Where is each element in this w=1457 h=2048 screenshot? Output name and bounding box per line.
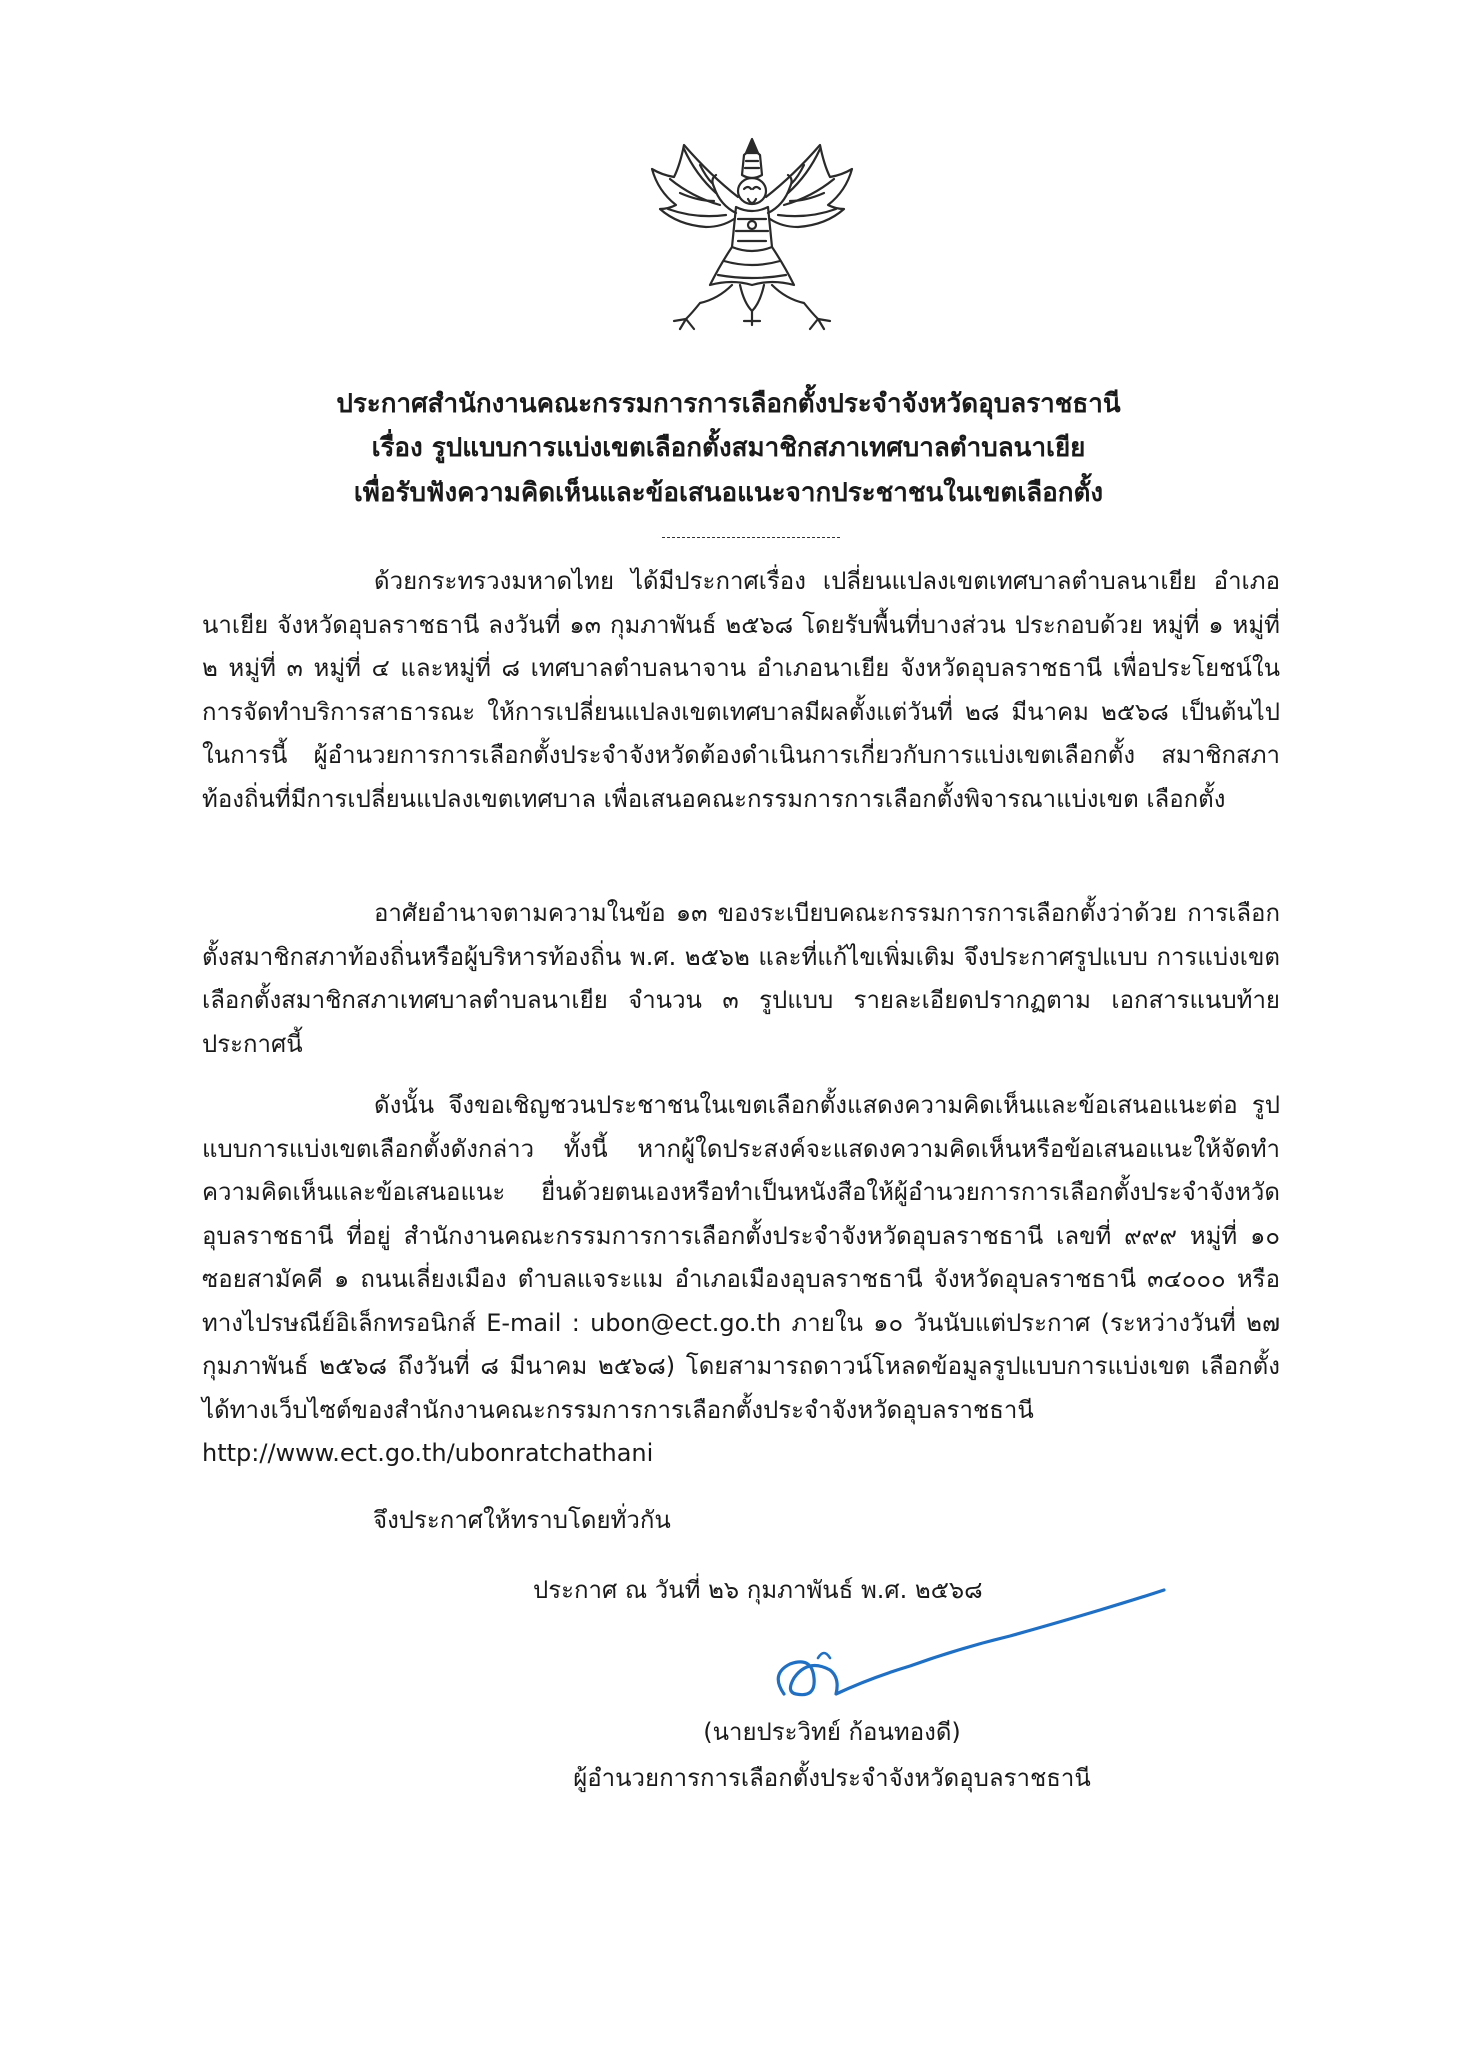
announcement-title: ประกาศสำนักงานคณะกรรมการการเลือกตั้งประจำจังหวัดอุบลราชธานี [336,389,1121,419]
handwritten-signature [760,1582,1200,1712]
announcement-date: ประกาศ ณ วันที่ ๒๖ กุมภาพันธ์ พ.ศ. ๒๕๖๘ [533,1576,983,1604]
signatory-name: (นายประวิทย์ ก้อนทองดี) [703,1718,961,1746]
announcement-subject: เรื่อง รูปแบบการแบ่งเขตเลือกตั้งสมาชิกสภาเทศบาลตำบลนาเยีย [371,433,1086,463]
body-paragraph-2 [202,892,1280,1066]
body-paragraph-2-text: อาศัยอำนาจตามความในข้อ ๑๓ ของระเบียบคณะกรรมการการเลือกตั้งว่าด้วย การเลือกตั้งสมาชิกสภาท้องถิ่นหรือผู้บริหารท้องถิ่น พ.ศ. ๒๕๖๒ และที่แก้ไขเพิ่มเติม จึงประกาศรูปแบบ การแบ่งเขตเลือกตั้งสมาชิกสภาเทศบาลตำบลนาเยีย จำนวน ๓ รูปแบบ รายละเอียดปรากฏตาม เอกสารแนบท้ายประกาศนี้ [202,899,1280,1058]
body-paragraph-1 [202,560,1280,821]
signatory-title: ผู้อำนวยการการเลือกตั้งประจำจังหวัดอุบลราชธานี [573,1764,1091,1792]
garuda-emblem-icon [640,135,865,335]
body-paragraph-1-text: ด้วยกระทรวงมหาดไทย ได้มีประกาศเรื่อง เปลี่ยนแปลงเขตเทศบาลตำบลนาเยีย อำเภอนาเยีย จังหวัดอุบลราชธานี ลงวันที่ ๑๓ กุมภาพันธ์ ๒๕๖๘ โดยรับพื้นที่บางส่วน ประกอบด้วย หมู่ที่ ๑ หมู่ที่ ๒ หมู่ที่ ๓ หมู่ที่ ๔ และหมู่ที่ ๘ เทศบาลตำบลนาจาน อำเภอนาเยีย จังหวัดอุบลราชธานี เพื่อประโยชน์ในการจัดทำบริการสาธารณะ ให้การเปลี่ยนแปลงเขตเทศบาลมีผลตั้งแต่วันที่ ๒๘ มีนาคม ๒๕๖๘ เป็นต้นไป ในการนี้ ผู้อำนวยการการเลือกตั้งประจำจังหวัดต้องดำเนินการเกี่ยวกับการแบ่งเขตเลือกตั้ง สมาชิกสภาท้องถิ่นที่มีการเปลี่ยนแปลงเขตเทศบาล เพื่อเสนอคณะกรรมการการเลือกตั้งพิจารณาแบ่งเขต เลือกตั้ง [202,567,1280,813]
announcement-purpose: เพื่อรับฟังความคิดเห็นและข้อเสนอแนะจากประชาชนในเขตเลือกตั้ง [353,478,1104,508]
closing-statement: จึงประกาศให้ทราบโดยทั่วกัน [373,1506,671,1534]
body-paragraph-3-text: ดังนั้น จึงขอเชิญชวนประชาชนในเขตเลือกตั้งแสดงความคิดเห็นและข้อเสนอแนะต่อ รูปแบบการแบ่งเขตเลือกตั้งดังกล่าว ทั้งนี้ หากผู้ใดประสงค์จะแสดงความคิดเห็นหรือข้อเสนอแนะให้จัดทำ ความคิดเห็นและข้อเสนอแนะ ยื่นด้วยตนเองหรือทำเป็นหนังสือให้ผู้อำนวยการการเลือกตั้งประจำจังหวัด อุบลราชธานี ที่อยู่ สำนักงานคณะกรรมการการเลือกตั้งประจำจังหวัดอุบลราชธานี เลขที่ ๙๙๙ หมู่ที่ ๑๐ ซอยสามัคคี ๑ ถนนเลี่ยงเมือง ตำบลแจระแม อำเภอเมืองอุบลราชธานี จังหวัดอุบลราชธานี ๓๔๐๐๐ หรือทางไปรษณีย์อิเล็กทรอนิกส์ E-mail : ubon@ect.go.th ภายใน ๑๐ วันนับแต่ประกาศ (ระหว่างวันที่ ๒๗ กุมภาพันธ์ ๒๕๖๘ ถึงวันที่ ๘ มีนาคม ๒๕๖๘) โดยสามารถดาวน์โหลดข้อมูลรูปแบบการแบ่งเขต เลือกตั้งได้ทางเว็บไซต์ของสำนักงานคณะกรรมการการเลือกตั้งประจำจังหวัดอุบลราชธานี http://www.ect.go.th/ubonratchathani [202,1091,1280,1467]
body-paragraph-3 [202,1084,1280,1476]
header-divider [662,537,840,538]
